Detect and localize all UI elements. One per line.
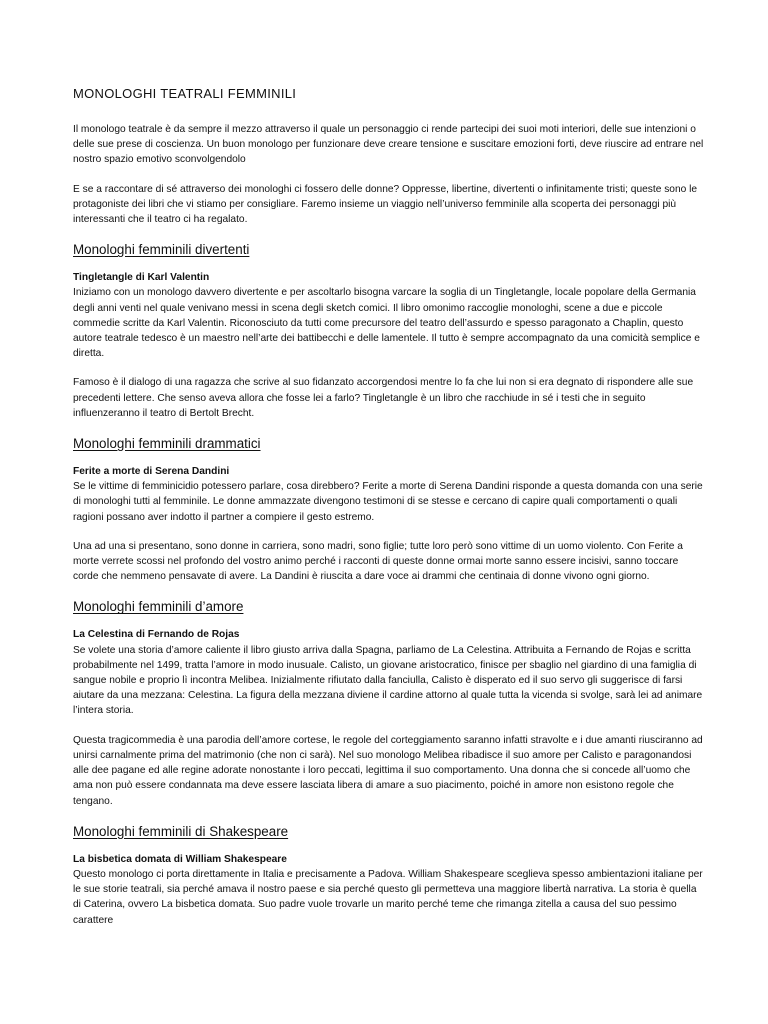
intro-paragraph-1: Il monologo teatrale è da sempre il mezzo attraverso il quale un personaggio ci rende partecipi dei suoi moti interiori, delle sue intenzioni o delle sue prese di coscienza. Un buon monologo per funzionare deve creare tensione e suscitare emozioni forti, deve riuscire ad entrare nel nostro spazio emotivo sconvolgendolo	[73, 124, 704, 166]
paragraph-text: Se le vittime di femminicidio potessero parlare, cosa direbbero? Ferite a morte di Serena Dandini risponde a questa domanda con una serie di monologhi tutti al femminile. Le donne ammazzate divengono testimoni di se stesse e cercano di capire quali comportamenti o quali ragioni possano aver indotto il partner a compiere il gesto estremo.	[73, 481, 703, 523]
section-heading: Monologhi femminili di Shakespeare	[73, 823, 289, 839]
paragraph-text: Iniziamo con un monologo davvero divertente e per ascoltarlo bisogna varcare la soglia di un Tingletangle, locale popolare della Germania degli anni venti nel quale venivano messi in scena degli sketch comici. Il libro omonimo raccoglie monologhi, scene a due e piccole commedie scritte da Karl Valentin. Riconosciuto da tutti come precursore del teatro dell’assurdo e spesso paragonato a Chaplin, questo autore teatrale tedesco è un maestro nell’arte dei battibecchi e delle lamentele. Il tutto è sempre accompagnato da una comicità semplice e diretta.	[73, 287, 700, 360]
paragraph-text: Se volete una storia d’amore caliente il libro giusto arriva dalla Spagna, parliamo de La Celestina. Attribuita a Fernando de Rojas e scritta probabilmente nel 1499, tratta l’amore in modo inusuale. Calisto, un giovane aristocratico, finisce per sbaglio nel giardino di una famiglia di sangue nobile e proprio lì incontra Melibea. Inizialmente rifiutato dalla fanciulla, Calisto è disperato ed il suo servo gli suggerisce di farsi aiutare da una mezzana: Celestina. La figura della mezzana diviene il cardine attorno al quale tutta la vicenda si svolge, sarà lei ad animare l’intera storia.	[73, 644, 703, 717]
book-subtitle: Tingletangle di Karl Valentin	[73, 272, 210, 284]
document-title: MONOLOGHI TEATRALI FEMMINILI	[73, 86, 297, 101]
section-drammatici	[73, 435, 705, 584]
section-divertenti	[73, 241, 705, 421]
section-paragraph: Famoso è il dialogo di una ragazza che scrive al suo fidanzato accorgendosi mentre lo fa che lui non si era degnato di rispondere alle sue precedenti lettere. Che senso aveva allora che fosse lei a farlo? Tingletangle è un libro che racchiude in sé i testi che in seguito influenzeranno il teatro di Bertolt Brecht.	[73, 377, 694, 419]
section-paragraph	[73, 270, 705, 361]
book-subtitle: La Celestina di Fernando de Rojas	[73, 629, 240, 641]
book-subtitle: Ferite a morte di Serena Dandini	[73, 466, 230, 478]
intro-paragraph-2: E se a raccontare di sé attraverso dei monologhi ci fossero delle donne? Oppresse, libertine, divertenti o infinitamente tristi; queste sono le protagoniste dei libri che vi stiamo per consigliare. Faremo insieme un viaggio nell’universo femminile alla scoperta dei personaggi più interessanti che il teatro ci ha regalato.	[73, 183, 698, 226]
section-paragraph: Questa tragicommedia è una parodia dell’amore cortese, le regole del corteggiamento saranno infatti stravolte e i due amanti riusciranno ad unirsi carnalmente prima del matrimonio (che non ci sarà). Nel suo monologo Melibea ribadisce il suo amore per Calisto e paragonandosi alle dee pagane ed alle regine adorate nonostante i loro peccati, legittima il suo comportamento. Una donna che si concede all’uomo che ama non può essere condannata ma deve essere lasciata libera di amare a suo piacimento, poiché in amore non esistono regole che tengano.	[73, 734, 703, 807]
section-paragraph: Una ad una si presentano, sono donne in carriera, sono madri, sono figlie; tutte loro però sono vittime di un uomo violento. Con Ferite a morte verrete scossi nel profondo del vostro animo perché i racconti di queste donne ormai morte sanno essere incisivi, sanno toccare corde che nemmeno pensavate di avere. La Dandini è riuscita a dare voce ai drammi che centinaia di donne vivono ogni giorno.	[73, 540, 683, 583]
book-subtitle: La bisbetica domata di William Shakespeare	[73, 853, 287, 865]
section-heading: Monologhi femminili d’amore	[73, 599, 244, 615]
section-paragraph	[73, 464, 705, 525]
paragraph-text: Questo monologo ci porta direttamente in Italia e precisamente a Padova. William Shakespeare sceglieva spesso ambientazioni italiane per le sue storie teatrali, sia perché amava il nostro paese e sia perché questo gli permetteva una maggiore libertà narrativa. La storia è quella di Caterina, ovvero La bisbetica domata. Suo padre vuole trovarle un marito perché teme che rimanga zitella a causa del suo pessimo carattere	[73, 868, 703, 926]
section-paragraph	[73, 627, 705, 718]
section-paragraph	[73, 852, 705, 928]
document-page	[73, 86, 705, 942]
section-shakespeare	[73, 823, 705, 928]
section-amore	[73, 598, 705, 808]
section-heading: Monologhi femminili divertenti	[73, 242, 250, 258]
section-heading: Monologhi femminili drammatici	[73, 436, 261, 452]
